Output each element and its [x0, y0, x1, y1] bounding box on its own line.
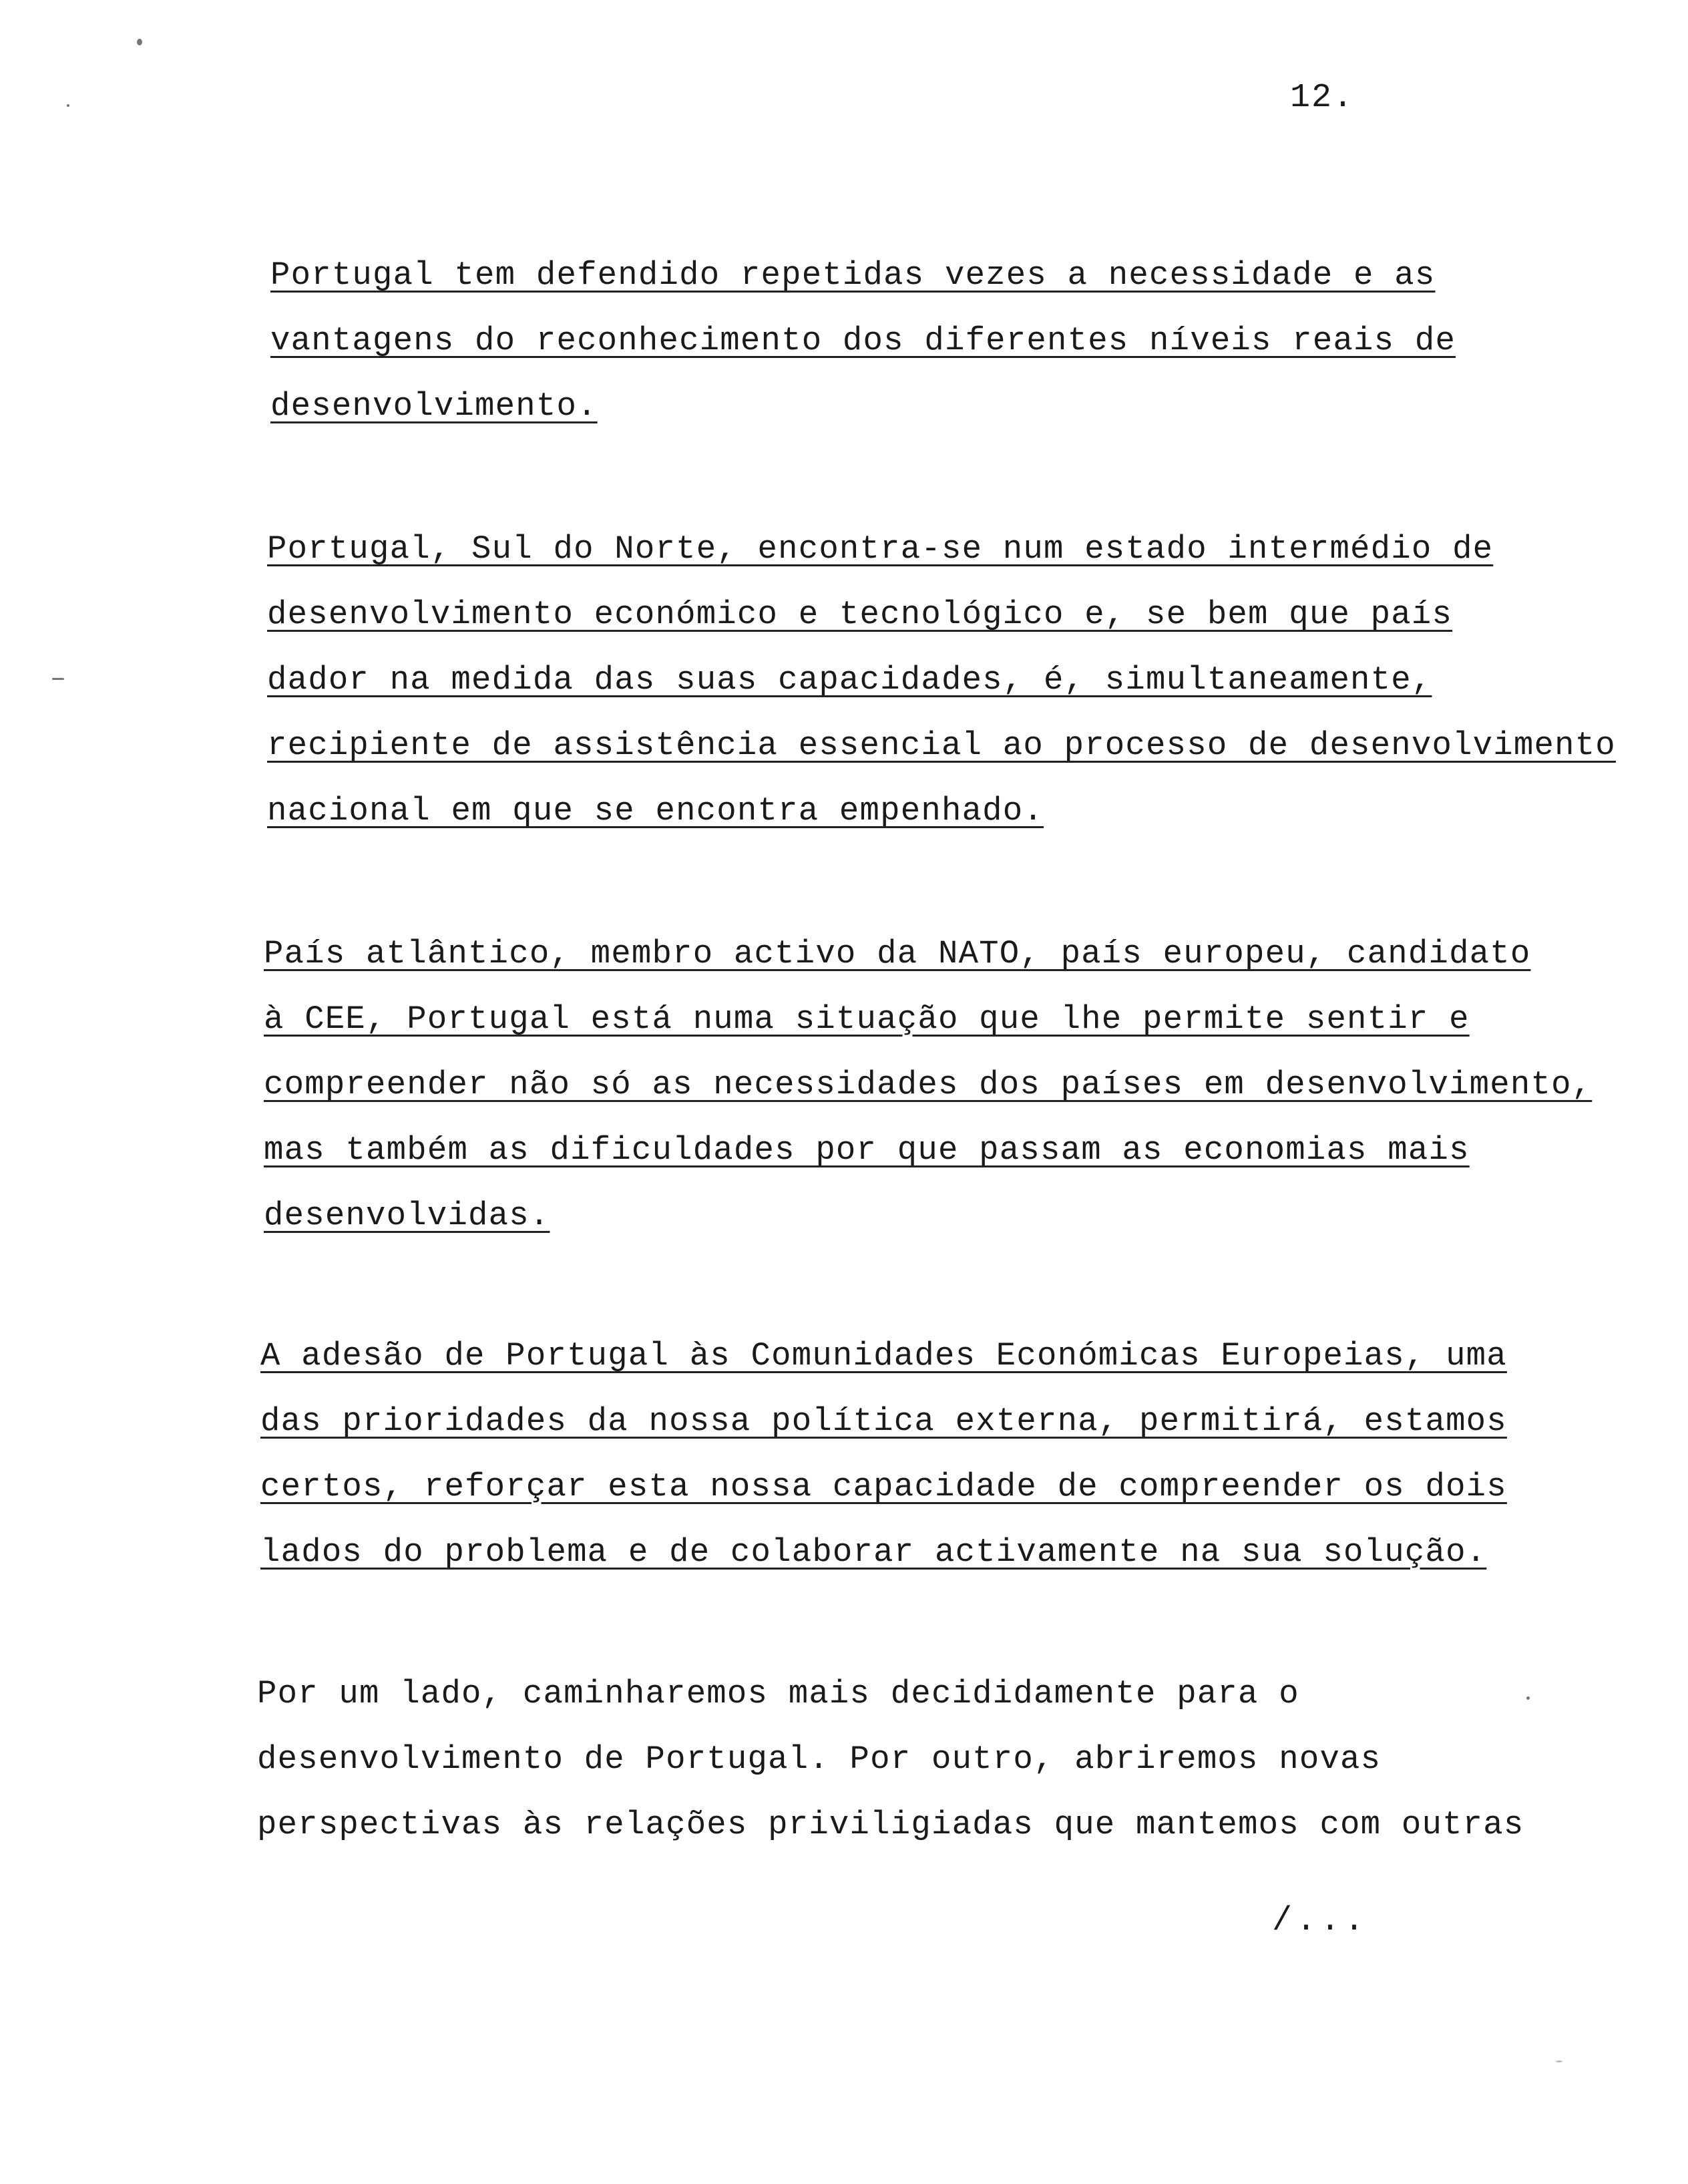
scan-speck: [137, 39, 142, 45]
continuation-mark: /...: [1272, 1902, 1369, 1940]
paragraph-1-line-1: Portugal tem defendido repetidas vezes a necessidade e as: [270, 256, 1436, 294]
paragraph-2-line-2: desenvolvimento económico e tecnológico e, se bem que país: [267, 596, 1453, 633]
paragraph-5-line-3: perspectivas às relações priviligiadas que mantemos com outras: [257, 1806, 1524, 1843]
paragraph-3-line-4: mas também as dificuldades por que passam as economias mais: [264, 1131, 1470, 1169]
paragraph-4-line-4: lados do problema e de colaborar activamente na sua solução.: [260, 1533, 1487, 1571]
paragraph-4-line-2: das prioridades da nossa política externa, permitirá, estamos: [260, 1403, 1507, 1440]
paragraph-4-line-3: certos, reforçar esta nossa capacidade de compreender os dois: [260, 1468, 1507, 1505]
scan-speck: [1526, 1696, 1530, 1700]
paragraph-3-line-2: à CEE, Portugal está numa situação que lhe permite sentir e: [264, 1000, 1470, 1038]
page-number: 12.: [1290, 79, 1355, 117]
paragraph-5-line-1: Por um lado, caminharemos mais decididamente para o: [257, 1675, 1299, 1712]
scan-speck: [67, 104, 69, 107]
paragraph-2-line-5: nacional em que se encontra empenhado.: [267, 792, 1044, 830]
paragraph-2-line-3: dador na medida das suas capacidades, é, simultaneamente,: [267, 661, 1432, 699]
paragraph-2-line-4: recipiente de assistência essencial ao processo de desenvolvimento: [267, 727, 1616, 764]
paragraph-4-line-1: A adesão de Portugal às Comunidades Económicas Europeias, uma: [260, 1337, 1507, 1375]
scan-speck: [52, 678, 64, 680]
paragraph-2-line-1: Portugal, Sul do Norte, encontra-se num estado intermédio de: [267, 530, 1494, 568]
paragraph-3-line-1: País atlântico, membro activo da NATO, país europeu, candidato: [264, 935, 1531, 972]
paragraph-3-line-5: desenvolvidas.: [264, 1197, 550, 1234]
paragraph-1-line-3: desenvolvimento.: [270, 387, 598, 425]
paragraph-1-line-2: vantagens do reconhecimento dos diferentes níveis reais de: [270, 322, 1456, 359]
paragraph-3-line-3: compreender não só as necessidades dos países em desenvolvimento,: [264, 1066, 1593, 1103]
paragraph-5-line-2: desenvolvimento de Portugal. Por outro, abriremos novas: [257, 1741, 1382, 1778]
scan-speck: [1556, 2060, 1562, 2062]
